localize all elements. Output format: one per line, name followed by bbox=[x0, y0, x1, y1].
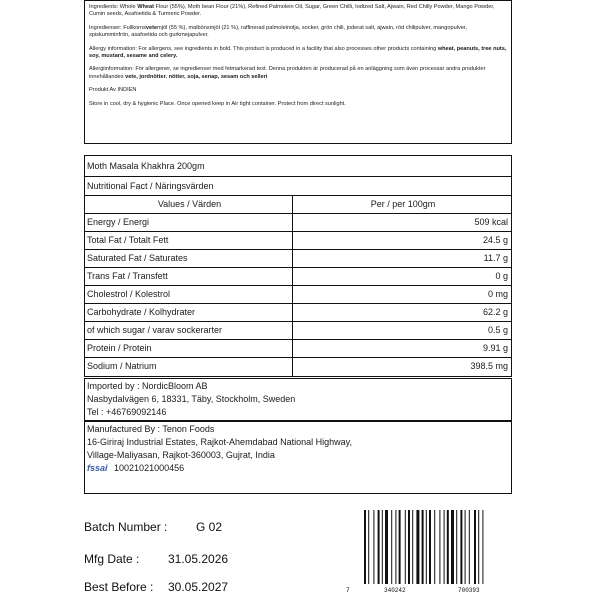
barcode-digits-left: 340242 bbox=[384, 587, 406, 594]
nutrition-row bbox=[85, 340, 511, 358]
ingredients-box bbox=[84, 0, 512, 144]
col-per-header: Per / per 100gm bbox=[370, 199, 436, 209]
nutrient-label: Protein / Protein bbox=[85, 340, 293, 357]
col-values-header: Values / Värden bbox=[85, 196, 293, 213]
nutrient-value: 0.5 g bbox=[487, 325, 508, 335]
nutrition-row bbox=[85, 304, 511, 322]
nutrient-value: 0 mg bbox=[487, 289, 508, 299]
barcode-digit-first: 7 bbox=[346, 587, 350, 594]
nutrition-row bbox=[85, 358, 511, 376]
ingredients-sv: Ingredienser: Fullkornsvetemjöl (55 %), malbönsmjöl (21 %), raffinerad palmoleinolja, socker, grön chili, joderat salt, ajwain, röd chilipulver, mangopulver, spiskumminfrön, asafoetida och gurkmejapulver. bbox=[89, 24, 467, 39]
nutrition-row bbox=[85, 322, 511, 340]
batch-number: Batch Number : G 02 bbox=[84, 520, 223, 534]
license-number: 10021021000456 bbox=[114, 463, 185, 473]
manufacturer-line1: Manufactured By : Tenon Foods bbox=[87, 424, 215, 434]
nutrient-value: 24.5 g bbox=[482, 235, 508, 245]
nutrient-label: Cholestrol / Kolestrol bbox=[85, 286, 293, 303]
nutrition-row bbox=[85, 250, 511, 268]
manufacturer-box bbox=[84, 421, 512, 494]
license-line bbox=[87, 462, 509, 475]
header-row bbox=[85, 196, 511, 214]
product-name-row bbox=[85, 156, 511, 177]
nutrient-value: 62.2 g bbox=[482, 307, 508, 317]
allergy-sv: Allergiinformation: För allergener, se ingredienser med fetmarkerad text. Denna produkten är producerad på en anläggning som även processar andra produkter innehållandes vete, jordnötter. nötter, soja, senap, sesam och selleri bbox=[89, 66, 486, 80]
nutrient-value: 0 g bbox=[495, 271, 508, 281]
importer-line3: Tel : +46769092146 bbox=[87, 407, 167, 417]
nutrient-value: 509 kcal bbox=[474, 217, 508, 227]
fact-title: Nutritional Fact / Näringsvärden bbox=[87, 181, 214, 191]
barcode-icon bbox=[362, 510, 512, 588]
origin-text: Produkt Av INDIEN bbox=[89, 87, 137, 94]
nutrient-label: Carbohydrate / Kolhydrater bbox=[85, 304, 293, 321]
nutrition-row bbox=[85, 286, 511, 304]
barcode-digits-right: 700393 bbox=[458, 587, 480, 594]
nutrient-value: 11.7 g bbox=[483, 253, 508, 263]
ingredients-en: Ingredients: Whole Wheat Flour (55%), Moth bean Flour (21%), Refined Palmolein Oil, Sugar, Green Chilli, Iodized Salt, Ajwain, Red Chilly Powder, Mango Powder, Cumin seeds, Asafoetida & Turmeric Powder. bbox=[89, 4, 495, 18]
nutrition-row bbox=[85, 214, 511, 232]
nutrient-value: 9.91 g bbox=[482, 343, 508, 353]
fact-title-row bbox=[85, 177, 511, 196]
nutrient-label: Trans Fat / Transfett bbox=[85, 268, 293, 285]
nutrient-label: of which sugar / varav sockerarter bbox=[85, 322, 293, 339]
nutrient-label: Sodium / Natrium bbox=[85, 358, 293, 376]
allergy-en: Allergy information: For allergens, see ingredients in bold. This product is produced in a facility that also processes other products containing wheat, peanuts, tree nuts, soy, mustard, sesame and celery. bbox=[89, 45, 507, 60]
nutrient-value: 398.5 mg bbox=[470, 361, 508, 371]
product-name: Moth Masala Khakhra 200gm bbox=[87, 161, 205, 171]
mfg-date: Mfg Date : 31.05.2026 bbox=[84, 552, 229, 566]
manufacturer-line3: Village-Maliyasan, Rajkot-360003, Gujrat, India bbox=[87, 450, 275, 460]
importer-line1: Imported by : NordicBloom AB bbox=[87, 381, 208, 391]
nutrition-row bbox=[85, 232, 511, 250]
importer-line2: Nasbydalvägen 6, 18331, Täby, Stockholm, Sweden bbox=[87, 394, 296, 404]
best-before: Best Before : 30.05.2027 bbox=[84, 580, 229, 594]
storage-text: Store in cool, dry & hygienic Place. Once opened keep in Air tight container. Protect from direct sunlight. bbox=[89, 100, 346, 107]
importer-box bbox=[84, 378, 512, 421]
manufacturer-line2: 16-Giriraj Industrial Estates, Rajkot-Ahemdabad National Highway, bbox=[87, 437, 352, 447]
nutrient-label: Total Fat / Totalt Fett bbox=[85, 232, 293, 249]
nutrition-row bbox=[85, 268, 511, 286]
nutrient-label: Energy / Energi bbox=[85, 214, 293, 231]
nutrition-table bbox=[84, 155, 512, 377]
nutrient-label: Saturated Fat / Saturates bbox=[85, 250, 293, 267]
fssai-logo-icon: fssai bbox=[87, 463, 108, 473]
